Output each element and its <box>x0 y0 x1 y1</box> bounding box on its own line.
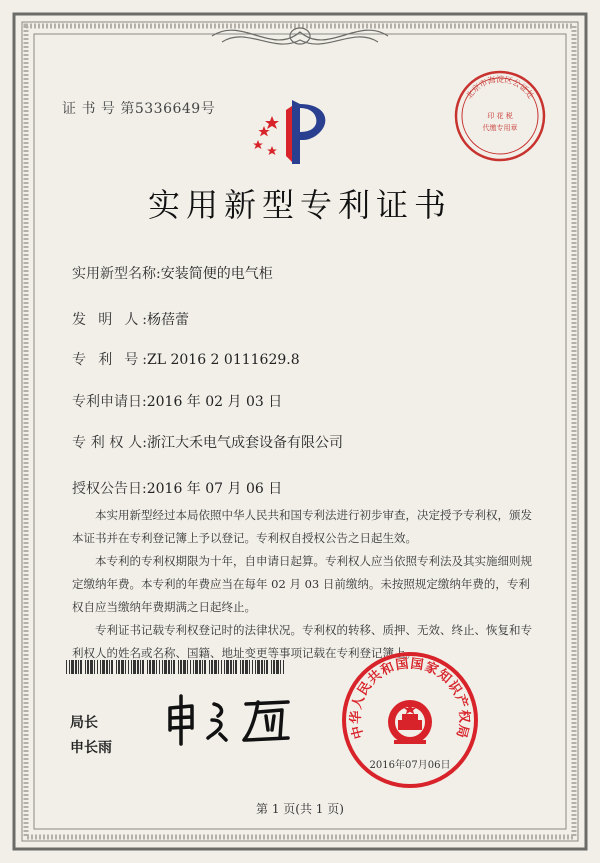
barcode-bar <box>147 660 148 674</box>
barcode-bar <box>190 660 191 674</box>
barcode-bar <box>66 660 67 674</box>
barcode-bar <box>90 660 93 674</box>
field-label: 专利申请日: <box>72 394 147 410</box>
barcode-bar <box>140 660 141 674</box>
barcode-bar <box>121 660 124 674</box>
director-signature <box>162 690 312 750</box>
barcode-bar <box>133 660 136 674</box>
barcode-bar <box>230 660 232 674</box>
certificate-body <box>72 504 532 665</box>
barcode-bar <box>178 660 179 674</box>
barcode-bar <box>280 660 281 674</box>
barcode-bar <box>159 660 160 674</box>
barcode-bar <box>242 660 244 674</box>
seal-ring-text: 中华人民共和国国家知识产权局 <box>348 656 472 741</box>
barcode-bar <box>109 660 110 674</box>
field-patentee <box>72 432 343 452</box>
sipo-logo-icon <box>252 96 334 168</box>
certificate-title: 实用新型专利证书 <box>147 186 452 224</box>
barcode-bar <box>252 660 253 674</box>
barcode-bar <box>162 660 163 674</box>
barcode-bar <box>78 660 79 674</box>
barcode-bar <box>128 660 129 674</box>
barcode-bar <box>85 660 86 674</box>
seal-date: 2016年07月06日 <box>369 760 451 771</box>
barcode-bar <box>149 660 151 674</box>
field-value: 2016 年 02 月 03 日 <box>146 394 283 410</box>
body-paragraph: 本实用新型经过本局依照中华人民共和国专利法进行初步审查，决定授予专利权，颁发本证书并在专利登记簿上予以登记。专利权自授权公告之日起生效。 <box>72 508 532 545</box>
barcode-bar <box>224 660 225 674</box>
barcode-bar <box>125 660 126 674</box>
barcode-bar <box>71 660 74 674</box>
field-label: 授权公告日: <box>72 481 147 497</box>
barcode-bar <box>199 660 201 674</box>
barcode-bar <box>97 660 98 674</box>
barcode-bar <box>156 660 157 674</box>
page-number: 第 1 页(共 1 页) <box>256 802 344 816</box>
barcode-bar <box>171 660 172 674</box>
barcode-bar <box>106 660 108 674</box>
official-seal <box>340 650 480 790</box>
barcode-bar <box>69 660 70 674</box>
barcode-bar <box>137 660 139 674</box>
barcode-bar <box>187 660 188 674</box>
barcode-bar <box>271 660 272 674</box>
barcode-bar <box>209 660 210 674</box>
barcode-bar <box>193 660 194 674</box>
barcode-bar <box>218 660 219 674</box>
field-announcement-date <box>72 478 282 498</box>
barcode-bar <box>111 660 113 674</box>
field-label: 发 明 人: <box>72 312 147 328</box>
svg-text:北京市海淀区公证处 <box>464 74 537 100</box>
barcode-bar <box>273 660 275 674</box>
barcode-bar <box>202 660 203 674</box>
barcode-bar <box>80 660 82 674</box>
barcode-bar <box>94 660 95 674</box>
barcode-bar <box>118 660 120 674</box>
barcode-bar <box>183 660 186 674</box>
barcode-bar <box>214 660 217 674</box>
barcode-bar <box>102 660 105 674</box>
barcode-bar <box>245 660 248 674</box>
field-patent-number <box>72 349 300 369</box>
field-value: 安装简便的电气柜 <box>160 266 273 282</box>
barcode-bar <box>164 660 167 674</box>
field-label: 实用新型名称: <box>72 266 161 282</box>
certificate-number-value: 第5336649号 <box>120 101 216 117</box>
tax-stamp-line2: 代缴专用章 <box>482 124 518 132</box>
barcode-bar <box>75 660 77 674</box>
barcode-bar <box>173 660 175 674</box>
field-value: 2016 年 07 月 06 日 <box>146 481 283 497</box>
field-utility-model-name <box>72 263 273 283</box>
certificate-number-label: 证 书 号 <box>62 101 116 117</box>
field-value: ZL 2016 2 0111629.8 <box>147 352 300 368</box>
barcode-bar <box>87 660 89 674</box>
tax-stamp-ring: 北京市海淀区公证处 <box>464 74 536 101</box>
body-paragraph: 本专利的专利权期限为十年，自申请日起算。专利权人应当依照专利法及其实施细则规定缴纳年费。本专利的年费应当在每年 02 月 03 日前缴纳。未按照规定缴纳年费的，专利权自应当缴纳年费期满之日起终止。 <box>72 554 532 614</box>
barcode-bar <box>255 660 256 674</box>
barcode-bar <box>240 660 241 674</box>
barcode-bar <box>249 660 250 674</box>
field-application-date <box>72 391 282 411</box>
barcode-bar <box>131 660 132 674</box>
barcode-bar <box>204 660 206 674</box>
barcode-bar <box>195 660 198 674</box>
tax-stamp-line1: 印 花 税 <box>487 112 513 120</box>
barcode-bar <box>226 660 229 674</box>
certificate-number <box>62 98 215 118</box>
barcode-bar <box>283 660 284 674</box>
field-value: 浙江大禾电气成套设备有限公司 <box>147 435 343 451</box>
field-label: 专 利 号: <box>72 352 147 368</box>
barcode-bar <box>233 660 234 674</box>
national-emblem-icon <box>388 700 432 744</box>
barcode-bar <box>100 660 101 674</box>
barcode-bar <box>276 660 279 674</box>
barcode-bar <box>264 660 265 674</box>
barcode-bar <box>168 660 170 674</box>
barcode-bar <box>266 660 268 674</box>
barcode-bar <box>142 660 144 674</box>
field-inventor <box>72 309 189 329</box>
barcode-bar <box>221 660 222 674</box>
barcode-bar <box>261 660 263 674</box>
field-label: 专 利 权 人: <box>72 435 147 451</box>
director-name: 申长雨 <box>70 740 112 756</box>
body-paragraph: 专利证书记载专利权登记时的法律状况。专利权的转移、质押、无效、终止、恢复和专利权人的姓名或名称、国籍、地址变更等事项记载在专利登记簿上。 <box>72 623 532 660</box>
tax-stamp <box>452 68 548 164</box>
director-title: 局长 <box>70 715 98 731</box>
barcode-bar <box>211 660 213 674</box>
barcode-bar <box>257 660 260 674</box>
barcode-bar <box>235 660 237 674</box>
barcode-bar <box>116 660 117 674</box>
barcode <box>66 660 286 674</box>
field-value: 杨蓓蕾 <box>147 312 189 328</box>
barcode-bar <box>152 660 155 674</box>
barcode-bar <box>180 660 182 674</box>
